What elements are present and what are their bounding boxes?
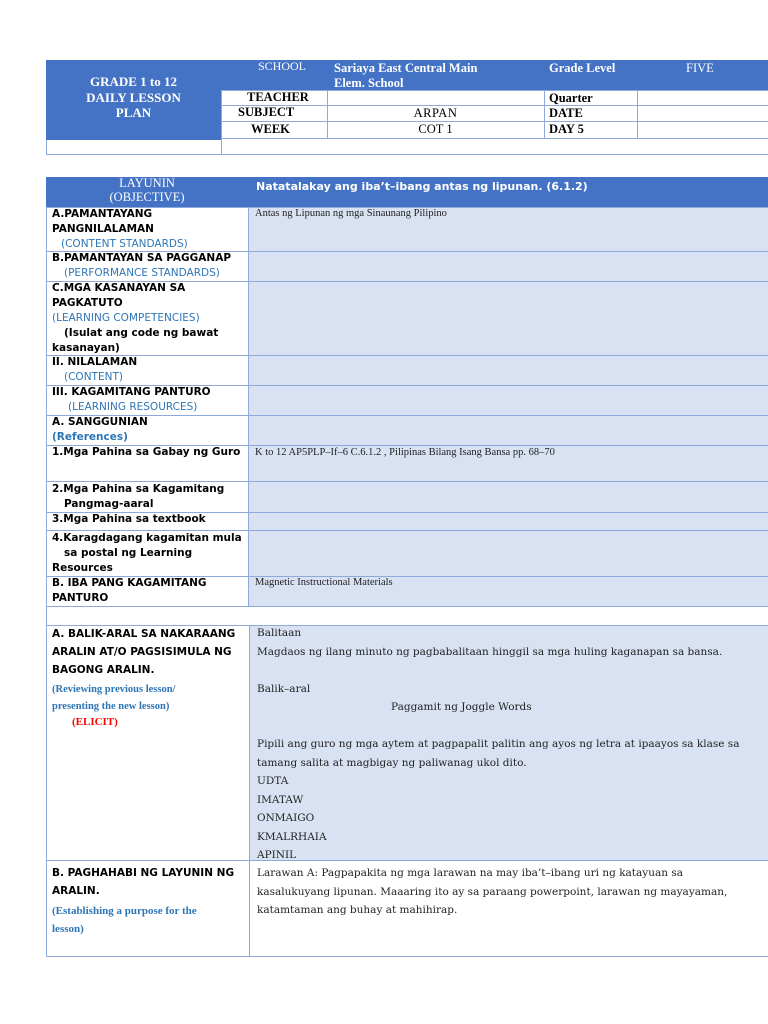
content-english: (CONTENT): [64, 371, 123, 383]
week-label: WEEK: [251, 122, 290, 136]
day-value: DAY 5: [549, 122, 584, 136]
objective-value: Natatalakay ang iba’t–ibang antas ng lipunan. (6.1.2): [256, 180, 588, 193]
content-standards-value: Antas ng Lipunan ng mga Sinaunang Pilipino: [255, 208, 447, 219]
procedure-a-line-1: A. BALIK-ARAL SA NAKARAANG: [52, 628, 236, 640]
references-english: (References): [52, 431, 128, 443]
learning-competencies-label: [52, 281, 218, 356]
performance-standards-label: [52, 251, 231, 281]
learner-material-line-2: Pangmag-aaral: [64, 498, 154, 510]
content-line: II. NILALAMAN: [52, 356, 138, 368]
content-label: [52, 355, 137, 385]
additional-materials-line-2: sa postal ng Learning: [64, 547, 193, 559]
title-line-1: GRADE 1 to 12: [89, 74, 178, 89]
objective-label-line-2: (OBJECTIVE): [109, 189, 185, 204]
balitaan-title: Balitaan: [257, 627, 302, 639]
procedure-a-label: [52, 625, 235, 679]
content-standards-line-1: A.PAMANTAYANG: [52, 208, 153, 220]
title-line-3: PLAN: [115, 105, 152, 120]
learning-resources-english: (LEARNING RESOURCES): [68, 401, 198, 413]
procedure-b-content: [257, 864, 762, 920]
school-label: SCHOOL: [258, 59, 307, 73]
references-label: [52, 415, 148, 445]
textbook-label: 3.Mga Pahina sa textbook: [52, 513, 206, 525]
activity-title: Paggamit ng Joggle Words: [391, 701, 532, 713]
other-materials-line-2: PANTURO: [52, 592, 109, 604]
additional-materials-line-3: Resources: [52, 562, 113, 574]
subject-label: SUBJECT: [238, 105, 295, 119]
learning-resources-label: [52, 385, 211, 415]
performance-standards-english: (PERFORMANCE STANDARDS): [64, 267, 220, 279]
quarter-label: Quarter: [549, 91, 593, 105]
other-materials-value: Magnetic Instructional Materials: [255, 577, 393, 588]
balitaan-text: Magdaos ng ilang minuto ng pagbabalitaan hinggil sa mga huling kaganapan sa bansa.: [257, 645, 723, 658]
grade-level-label: Grade Level: [549, 61, 616, 75]
performance-standards-line: B.PAMANTAYAN SA PAGGANAP: [52, 252, 232, 264]
title-line-2: DAILY LESSON: [86, 89, 181, 105]
procedure-a-english-2: presenting the new lesson): [52, 701, 170, 712]
joggle-word: KMALRHAIA: [257, 830, 327, 843]
learning-competencies-line-1: C.MGA KASANAYAN SA: [52, 282, 186, 294]
procedure-b-text-1: Larawan A: Pagpapakita ng mga larawan na may iba’t–ibang uri ng katayuan sa: [257, 867, 683, 879]
teacher-label: TEACHER: [247, 90, 309, 104]
instruction-line-1: Pipili ang guro ng mga aytem at pagpapalit palitin ang ayos ng letra at ipaayos sa klase sa: [257, 738, 740, 750]
learner-material-line-1: 2.Mga Pahina sa Kagamitang: [52, 483, 225, 495]
additional-materials-label: [52, 531, 242, 576]
additional-materials-line-1: 4.Karagdagang kagamitan mula: [52, 532, 242, 544]
joggle-word: ONMAIGO: [257, 812, 315, 824]
procedure-b-english-2: lesson): [52, 923, 84, 935]
grade-level-value: FIVE: [686, 61, 714, 75]
header-title: [46, 74, 221, 121]
teacher-guide-value: K to 12 AP5PLP–If–6 C.6.1.2 , Pilipinas Bilang Isang Bansa pp. 68–70: [255, 447, 555, 458]
procedure-a-english: [52, 681, 175, 715]
procedure-b-english-1: (Establishing a purpose for the: [52, 905, 197, 917]
procedure-b-text-3: katamtaman ang buhay at mahihirap.: [257, 904, 458, 916]
joggle-word: APINIL: [257, 849, 297, 861]
joggle-word: UDTA: [257, 775, 289, 787]
learning-competencies-line-2: PAGKATUTO: [52, 297, 123, 309]
content-standards-line-2: PANGNILALAMAN: [52, 223, 154, 235]
references-line: A. SANGGUNIAN: [52, 416, 148, 428]
procedure-a-line-3: BAGONG ARALIN.: [52, 664, 155, 676]
content-standards-english: (CONTENT STANDARDS): [61, 238, 188, 250]
learning-competencies-english: (LEARNING COMPETENCIES): [52, 312, 200, 324]
objective-label: [46, 177, 248, 204]
elicit-tag: (ELICIT): [72, 716, 118, 728]
learning-competencies-note-2: kasanayan): [52, 342, 120, 354]
school-value-line-2: Elem. School: [334, 75, 404, 90]
instruction-line-2: tamang salita at magbigay ng paliwanag ukol dito.: [257, 756, 527, 769]
procedure-b-text-2: kasalukuyang lipunan. Maaaring ito ay sa paraang powerpoint, larawan ng mayayaman,: [257, 885, 728, 898]
school-value-line-1: Sariaya East Central Main: [334, 61, 478, 75]
date-label: DATE: [549, 106, 583, 120]
procedure-b-line-2: ARALIN.: [52, 885, 100, 897]
learning-resources-line: III. KAGAMITANG PANTURO: [52, 386, 211, 398]
other-materials-line-1: B. IBA PANG KAGAMITANG: [52, 577, 207, 589]
procedure-a-line-2: ARALIN AT/O PAGSISIMULA NG: [52, 646, 232, 658]
joggle-word: IMATAW: [257, 793, 304, 806]
procedure-b-line-1: B. PAGHAHABI NG LAYUNIN NG: [52, 867, 235, 879]
week-value: COT 1: [418, 122, 453, 136]
objective-label-line-1: LAYUNIN: [119, 176, 175, 190]
procedure-b-english: [52, 902, 197, 938]
procedure-a-english-1: (Reviewing previous lesson/: [52, 684, 176, 695]
procedure-a-content: [257, 624, 762, 865]
subject-value: ARPAN: [413, 106, 458, 120]
learner-material-label: [52, 482, 224, 512]
other-materials-label: [52, 576, 207, 606]
balik-aral-title: Balik–aral: [257, 682, 311, 695]
learning-competencies-note-1: (Isulat ang code ng bawat: [64, 327, 219, 339]
procedure-b-label: [52, 864, 234, 900]
content-standards-label: [52, 207, 188, 252]
school-value: [334, 61, 477, 90]
value-column-fill: [249, 207, 768, 606]
teacher-guide-label: 1.Mga Pahina sa Gabay ng Guro: [52, 446, 241, 458]
